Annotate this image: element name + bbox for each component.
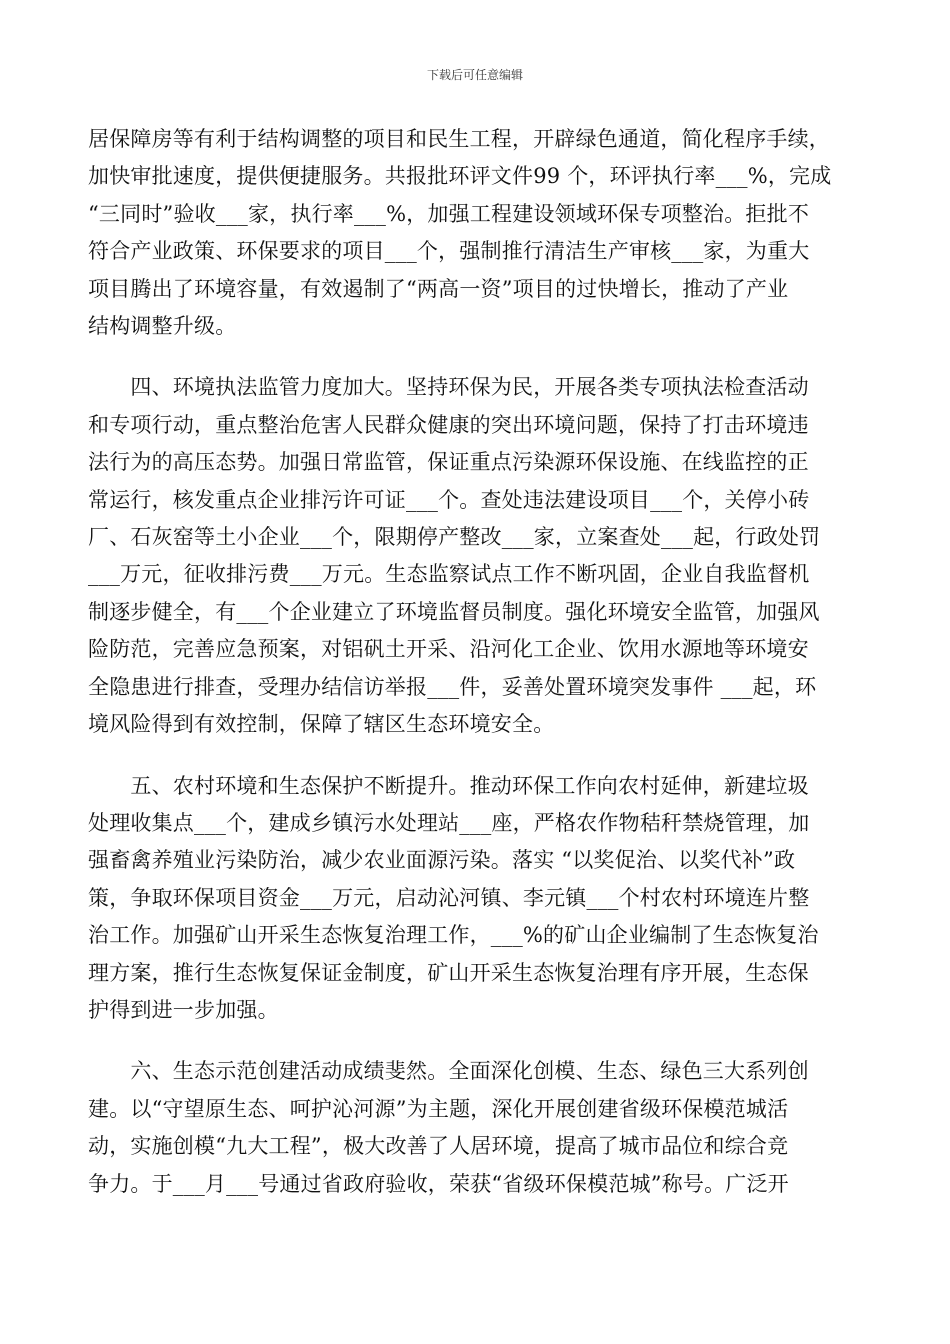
text-line: 策，争取环保项目资金___万元，启动沁河镇、李元镇___个村农村环境连片整 [88,885,810,910]
page-header: 下载后可任意编辑 [426,68,523,82]
text-line: 结构调整升级。 [88,314,237,339]
text-line: 险防范，完善应急预案，对铝矾土开采、沿河化工企业、饮用水源地等环境安 [88,637,809,662]
paragraph-3 [88,768,860,1030]
text-line: 动，实施创模“九大工程”，极大改善了人居环境，提高了城市品位和综合竞 [88,1134,789,1159]
document-body [88,121,860,1227]
text-line: 处理收集点___个，建成乡镇污水处理站___座，严格农作物秸秆禁烧管理，加 [88,810,810,835]
text-line: 境风险得到有效控制，保障了辖区生态环境安全。 [88,712,555,737]
text-line: 居保障房等有利于结构调整的项目和民生工程，开辟绿色通道，简化程序手续， [88,127,830,151]
text-line: “三同时”验收___家，执行率___%，加强工程建设领域环保专项整治。拒批不 [88,201,810,226]
text-line: ___万元，征收排污费___万元。生态监察试点工作不断巩固，企业自我监督机 [88,562,810,587]
text-line: 制逐步健全，有___个企业建立了环境监督员制度。强化环境安全监管，加强风 [88,599,820,624]
text-line: 争力。于___月___号通过省政府验收，荣获“省级环保模范城”称号。广泛开 [88,1171,789,1196]
text-line: 治工作。加强矿山开采生态恢复治理工作，___%的矿山企业编制了生态恢复治 [88,923,819,948]
text-line: 常运行，核发重点企业排污许可证___个。查处违法建设项目___个，关停小砖 [88,487,810,512]
text-line: 护得到进一步加强。 [88,997,279,1022]
paragraph-4 [88,1053,860,1203]
text-line: 厂、石灰窑等土小企业___个，限期停产整改___家，立案查处___起，行政处罚 [88,525,821,550]
text-line: 建。以“守望原生态、呵护沁河源”为主题，深化开展创建省级环保模范城活 [88,1096,789,1121]
text-line: 强畜禽养殖业污染防治，减少农业面源污染。落实 “以奖促治、以奖代补”政 [88,848,796,873]
text-line: 六、生态示范创建活动成绩斐然。全面深化创模、生态、绿色三大系列创 [88,1059,809,1084]
text-line: 和专项行动，重点整治危害人民群众健康的突出环境问题，保持了打击环境违 [88,412,809,437]
text-line: 加快审批速度，提供便捷服务。共报批环评文件99 个，环评执行率___%，完成 [88,164,832,189]
paragraph-2 [88,369,860,743]
text-line: 项目腾出了环境容量，有效遏制了“两高一资”项目的过快增长，推动了产业 [88,276,789,301]
paragraph-1 [88,121,860,345]
text-line: 五、农村环境和生态保护不断提升。推动环保工作向农村延伸，新建垃圾 [88,773,809,798]
text-line: 法行为的高压态势。加强日常监管，保证重点污染源环保设施、在线监控的正 [88,450,809,475]
text-line: 理方案，推行生态恢复保证金制度，矿山开采生态恢复治理有序开展，生态保 [88,960,809,985]
text-line: 符合产业政策、环保要求的项目___个，强制推行清洁生产审核___家，为重大 [88,239,810,264]
text-line: 四、环境执法监管力度加大。坚持环保为民，开展各类专项执法检查活动 [88,375,809,400]
text-line: 全隐患进行排查，受理办结信访举报___件，妥善处置环境突发事件 ___起，环 [88,674,817,699]
